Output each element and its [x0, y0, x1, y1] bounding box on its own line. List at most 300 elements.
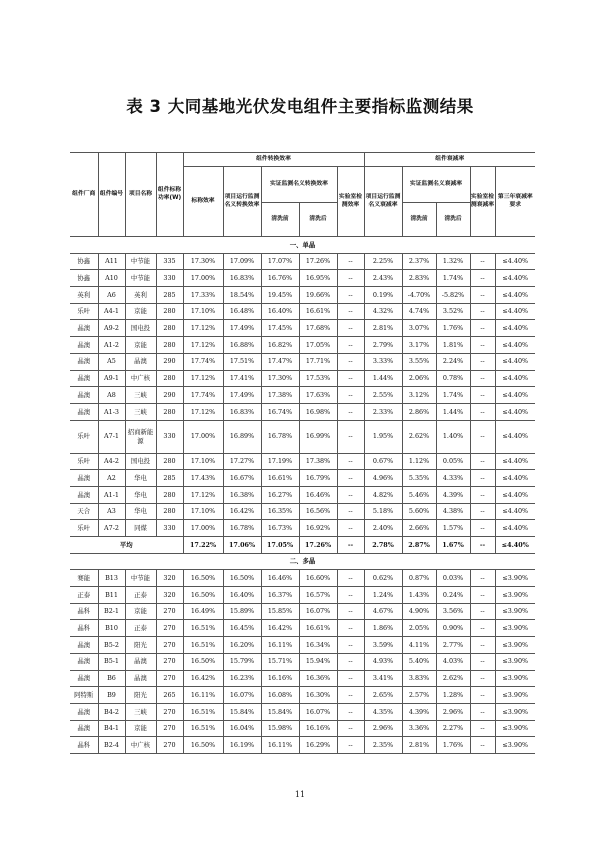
table-cell: 320 [156, 587, 183, 604]
table-cell: 华电 [125, 470, 156, 487]
header-third-year: 第三年衰减率要求 [495, 167, 535, 237]
table-cell: 2.62% [402, 420, 436, 453]
table-cell: -- [337, 270, 364, 287]
table-cell: 3.41% [364, 670, 402, 687]
table-cell: 1.32% [436, 253, 470, 270]
table-cell: 5.40% [402, 653, 436, 670]
average-row [70, 537, 535, 554]
table-cell: ≤4.40% [495, 387, 535, 404]
table-cell: 16.57% [299, 587, 337, 604]
table-cell: 16.46% [261, 570, 299, 587]
table-cell: 17.51% [223, 353, 261, 370]
table-cell: 1.86% [364, 620, 402, 637]
table-cell: 16.34% [299, 637, 337, 654]
table-cell: -- [470, 253, 495, 270]
table-row [70, 320, 535, 337]
table-cell: 16.61% [261, 470, 299, 487]
table-cell: ≤3.90% [495, 620, 535, 637]
table-cell: ≤3.90% [495, 687, 535, 704]
table-cell: 华电 [125, 503, 156, 520]
table-cell: 2.81% [364, 320, 402, 337]
table-cell: 1.74% [436, 387, 470, 404]
table-cell: 290 [156, 387, 183, 404]
table-cell: 三峡 [125, 387, 156, 404]
table-cell: 4.93% [364, 653, 402, 670]
page-number: 11 [294, 790, 306, 799]
table-cell: 16.42% [261, 620, 299, 637]
table-cell: 17.00% [183, 270, 223, 287]
table-cell: 16.73% [261, 520, 299, 537]
table-cell: 280 [156, 503, 183, 520]
table-cell: 280 [156, 486, 183, 503]
table-cell: -- [337, 353, 364, 370]
table-cell: 16.50% [223, 570, 261, 587]
table-cell: 京能 [125, 303, 156, 320]
section-label: 二、多晶 [70, 553, 535, 570]
table-row [70, 403, 535, 420]
header-run-decay: 项目运行监测名义衰减率 [364, 167, 402, 237]
section-row [70, 237, 535, 254]
table-cell: 16.42% [183, 670, 223, 687]
table-cell: 16.07% [223, 687, 261, 704]
table-cell: 2.77% [436, 637, 470, 654]
table-row [70, 453, 535, 470]
table-cell: 16.04% [223, 720, 261, 737]
table-cell: 15.94% [299, 653, 337, 670]
table-cell: 晶科 [70, 620, 98, 637]
table-row [70, 570, 535, 587]
average-cell: 2.78% [364, 537, 402, 554]
table-cell: 16.20% [223, 637, 261, 654]
table-cell: 阳光 [125, 687, 156, 704]
average-cell: -- [337, 537, 364, 554]
table-row [70, 520, 535, 537]
table-cell: -- [470, 370, 495, 387]
table-cell: -4.70% [402, 287, 436, 304]
table-cell: ≤3.90% [495, 720, 535, 737]
table-cell: 16.37% [261, 587, 299, 604]
table-cell: 280 [156, 337, 183, 354]
table-cell: 招商新能源 [125, 420, 156, 453]
table-cell: -- [470, 670, 495, 687]
table-row [70, 587, 535, 604]
table-cell: 华电 [125, 486, 156, 503]
table-cell: 中广核 [125, 737, 156, 754]
table-cell: -- [470, 737, 495, 754]
table-cell: 16.51% [183, 703, 223, 720]
table-cell: 18.54% [223, 287, 261, 304]
table-cell: 16.83% [223, 270, 261, 287]
table-cell: A1-2 [98, 337, 125, 354]
table-cell: ≤4.40% [495, 470, 535, 487]
table-cell: 16.98% [299, 403, 337, 420]
table-cell: -- [337, 653, 364, 670]
table-cell: A5 [98, 353, 125, 370]
table-cell: ≤3.90% [495, 653, 535, 670]
table-cell: 晶澳 [70, 486, 98, 503]
table-cell: A4-1 [98, 303, 125, 320]
table-cell: 2.66% [402, 520, 436, 537]
table-cell: 3.12% [402, 387, 436, 404]
table-cell: B13 [98, 570, 125, 587]
table-cell: A1-1 [98, 486, 125, 503]
header-lab-eff: 实验室检测效率 [337, 167, 364, 237]
table-cell: 阳光 [125, 637, 156, 654]
table-cell: 16.56% [299, 503, 337, 520]
table-cell: 2.83% [402, 270, 436, 287]
table-cell: 2.86% [402, 403, 436, 420]
table-cell: ≤4.40% [495, 320, 535, 337]
table-cell: ≤3.90% [495, 587, 535, 604]
table-cell: 280 [156, 403, 183, 420]
table-cell: 16.50% [183, 587, 223, 604]
table-cell: 2.37% [402, 253, 436, 270]
table-row [70, 670, 535, 687]
table-cell: ≤4.40% [495, 303, 535, 320]
table-cell: 17.49% [223, 320, 261, 337]
table-row [70, 470, 535, 487]
table-row [70, 603, 535, 620]
table-cell: -5.82% [436, 287, 470, 304]
table-cell: 英利 [125, 287, 156, 304]
table-cell: A11 [98, 253, 125, 270]
table-cell: 17.30% [183, 253, 223, 270]
header-empirical-group: 实证监测名义转换效率 [261, 167, 337, 203]
table-cell: 16.76% [261, 270, 299, 287]
table-cell: ≤3.90% [495, 570, 535, 587]
table-cell: 3.52% [436, 303, 470, 320]
table-cell: B4-2 [98, 703, 125, 720]
table-cell: ≤3.90% [495, 737, 535, 754]
section-row [70, 553, 535, 570]
table-cell: 国电投 [125, 320, 156, 337]
table-cell: 15.98% [261, 720, 299, 737]
table-cell: 2.25% [364, 253, 402, 270]
table-cell: 16.67% [223, 470, 261, 487]
table-cell: ≤4.40% [495, 486, 535, 503]
table-cell: 晶澳 [70, 703, 98, 720]
table-cell: 1.43% [402, 587, 436, 604]
table-cell: 5.46% [402, 486, 436, 503]
section-label: 一、单晶 [70, 237, 535, 254]
table-row [70, 370, 535, 387]
table-cell: 16.07% [299, 603, 337, 620]
table-cell: A6 [98, 287, 125, 304]
table-cell: 330 [156, 270, 183, 287]
table-cell: 285 [156, 470, 183, 487]
table-cell: 晶澳 [70, 370, 98, 387]
table-cell: 1.44% [364, 370, 402, 387]
table-cell: -- [337, 403, 364, 420]
table-cell: 晶澳 [70, 337, 98, 354]
table-row [70, 353, 535, 370]
table-cell: 16.78% [223, 520, 261, 537]
table-cell: 15.84% [223, 703, 261, 720]
table-cell: 16.30% [299, 687, 337, 704]
table-cell: 4.67% [364, 603, 402, 620]
table-title: 表 3 大同基地光伏发电组件主要指标监测结果 [126, 97, 474, 116]
header-manufacturer: 组件厂商 [70, 153, 98, 237]
header-nominal-eff: 标称效率 [183, 167, 223, 237]
table-cell: 中广核 [125, 370, 156, 387]
table-cell: ≤3.90% [495, 703, 535, 720]
table-cell: 4.03% [436, 653, 470, 670]
table-cell: 晶科 [70, 603, 98, 620]
table-cell: 16.46% [299, 486, 337, 503]
table-cell: -- [470, 637, 495, 654]
table-cell: 15.79% [223, 653, 261, 670]
table-cell: 16.83% [223, 403, 261, 420]
table-cell: 16.19% [223, 737, 261, 754]
table-cell: -- [337, 253, 364, 270]
table-cell: 晶澳 [125, 353, 156, 370]
table-cell: 4.32% [364, 303, 402, 320]
table-cell: 17.68% [299, 320, 337, 337]
table-cell: 0.87% [402, 570, 436, 587]
table-cell: 1.95% [364, 420, 402, 453]
table-cell: 16.51% [183, 720, 223, 737]
table-cell: 270 [156, 637, 183, 654]
header-code: 组件编号 [98, 153, 125, 237]
table-cell: B10 [98, 620, 125, 637]
table-cell: 280 [156, 370, 183, 387]
table-cell: 16.38% [223, 486, 261, 503]
average-label: 平均 [70, 537, 183, 554]
table-cell: 17.10% [183, 503, 223, 520]
table-cell: 17.38% [299, 453, 337, 470]
table-cell: 3.17% [402, 337, 436, 354]
average-cell: 17.26% [299, 537, 337, 554]
table-row [70, 637, 535, 654]
table-cell: 2.62% [436, 670, 470, 687]
table-cell: 正泰 [70, 587, 98, 604]
table-cell: B2-1 [98, 603, 125, 620]
table-cell: 3.56% [436, 603, 470, 620]
table-cell: 1.81% [436, 337, 470, 354]
table-cell: 正泰 [125, 620, 156, 637]
table-cell: 335 [156, 253, 183, 270]
table-cell: 协鑫 [70, 253, 98, 270]
table-cell: 280 [156, 453, 183, 470]
table-cell: -- [470, 720, 495, 737]
table-cell: 2.27% [436, 720, 470, 737]
table-cell: 17.53% [299, 370, 337, 387]
table-cell: 16.11% [261, 737, 299, 754]
table-cell: 16.40% [223, 587, 261, 604]
table-row [70, 653, 535, 670]
table-row [70, 486, 535, 503]
table-cell: 5.60% [402, 503, 436, 520]
table-cell: 17.12% [183, 337, 223, 354]
table-cell: 1.74% [436, 270, 470, 287]
average-cell: ≤4.40% [495, 537, 535, 554]
table-cell: B5-2 [98, 637, 125, 654]
table-cell: 2.05% [402, 620, 436, 637]
table-cell: 265 [156, 687, 183, 704]
table-cell: -- [337, 570, 364, 587]
table-cell: 1.76% [436, 320, 470, 337]
table-cell: -- [337, 620, 364, 637]
table-cell: -- [470, 287, 495, 304]
average-cell: 2.87% [402, 537, 436, 554]
table-cell: 4.11% [402, 637, 436, 654]
table-cell: -- [337, 387, 364, 404]
table-cell: -- [337, 470, 364, 487]
table-cell: -- [337, 287, 364, 304]
table-cell: 2.24% [436, 353, 470, 370]
table-cell: 19.45% [261, 287, 299, 304]
table-cell: 4.82% [364, 486, 402, 503]
table-cell: 17.47% [261, 353, 299, 370]
table-cell: 17.05% [299, 337, 337, 354]
table-cell: ≤4.40% [495, 253, 535, 270]
table-cell: 270 [156, 653, 183, 670]
table-cell: 16.08% [261, 687, 299, 704]
table-cell: -- [337, 320, 364, 337]
table-cell: 270 [156, 670, 183, 687]
header-nominal-power: 组件标称功率(W) [156, 153, 183, 237]
table-cell: 16.23% [223, 670, 261, 687]
header-emp-decay-group: 实证监测名义衰减率 [402, 167, 470, 203]
table-cell: 0.19% [364, 287, 402, 304]
table-cell: 京能 [125, 720, 156, 737]
header-clean-before: 清洗前 [261, 203, 299, 237]
table-cell: 2.35% [364, 737, 402, 754]
table-cell: 17.74% [183, 387, 223, 404]
table-cell: 2.96% [364, 720, 402, 737]
average-cell: 17.05% [261, 537, 299, 554]
table-cell: 晶澳 [70, 403, 98, 420]
table-cell: 2.96% [436, 703, 470, 720]
table-row [70, 337, 535, 354]
table-cell: 晶澳 [125, 653, 156, 670]
table-cell: 乐叶 [70, 520, 98, 537]
table-cell: 330 [156, 520, 183, 537]
table-cell: 17.27% [223, 453, 261, 470]
table-cell: 16.29% [299, 737, 337, 754]
table-cell: 16.89% [223, 420, 261, 453]
header-project: 项目名称 [125, 153, 156, 237]
table-cell: -- [470, 303, 495, 320]
table-cell: 17.43% [183, 470, 223, 487]
table-cell: 16.51% [183, 637, 223, 654]
table-cell: 16.45% [223, 620, 261, 637]
header-lab-decay: 实验室检测衰减率 [470, 167, 495, 237]
table-cell: ≤4.40% [495, 420, 535, 453]
table-cell: 16.36% [299, 670, 337, 687]
table-cell: 0.78% [436, 370, 470, 387]
table-cell: 中节能 [125, 570, 156, 587]
table-cell: 4.38% [436, 503, 470, 520]
table-cell: 270 [156, 620, 183, 637]
table-cell: 270 [156, 720, 183, 737]
table-cell: ≤4.40% [495, 503, 535, 520]
table-cell: -- [470, 587, 495, 604]
table-cell: -- [337, 703, 364, 720]
table-cell: -- [337, 520, 364, 537]
table-cell: 16.16% [299, 720, 337, 737]
table-cell: 330 [156, 420, 183, 453]
table-cell: 3.83% [402, 670, 436, 687]
monitoring-results-table [70, 152, 535, 754]
table-cell: 4.35% [364, 703, 402, 720]
table-cell: 16.78% [261, 420, 299, 453]
table-row [70, 270, 535, 287]
table-cell: A8 [98, 387, 125, 404]
table-cell: -- [337, 503, 364, 520]
table-cell: 4.39% [402, 703, 436, 720]
table-cell: -- [337, 587, 364, 604]
table-cell: 4.96% [364, 470, 402, 487]
table-cell: A4-2 [98, 453, 125, 470]
average-cell: 1.67% [436, 537, 470, 554]
table-cell: -- [470, 403, 495, 420]
table-cell: 16.35% [261, 503, 299, 520]
table-cell: -- [337, 303, 364, 320]
table-cell: 16.50% [183, 570, 223, 587]
table-cell: 17.00% [183, 420, 223, 453]
table-cell: -- [470, 520, 495, 537]
table-cell: 英利 [70, 287, 98, 304]
table-cell: 16.60% [299, 570, 337, 587]
table-cell: 赛能 [70, 570, 98, 587]
table-cell: -- [470, 503, 495, 520]
table-cell: 3.59% [364, 637, 402, 654]
table-cell: B4-1 [98, 720, 125, 737]
table-cell: 16.95% [299, 270, 337, 287]
table-cell: 晶澳 [70, 653, 98, 670]
table-cell: -- [470, 570, 495, 587]
table-cell: 晶澳 [70, 320, 98, 337]
table-cell: A7-1 [98, 420, 125, 453]
table-cell: 1.40% [436, 420, 470, 453]
table-cell: 16.82% [261, 337, 299, 354]
table-cell: 320 [156, 570, 183, 587]
table-cell: 2.55% [364, 387, 402, 404]
table-cell: ≤3.90% [495, 670, 535, 687]
table-cell: 京能 [125, 337, 156, 354]
table-cell: -- [470, 470, 495, 487]
table-cell: A7-2 [98, 520, 125, 537]
table-cell: -- [470, 453, 495, 470]
table-cell: 16.50% [183, 737, 223, 754]
table-cell: B5-1 [98, 653, 125, 670]
table-cell: B6 [98, 670, 125, 687]
table-cell: A2 [98, 470, 125, 487]
table-cell: -- [337, 637, 364, 654]
table-cell: 4.33% [436, 470, 470, 487]
table-cell: 16.99% [299, 420, 337, 453]
table-cell: 晶澳 [70, 387, 98, 404]
table-cell: 17.10% [183, 303, 223, 320]
table-cell: -- [470, 320, 495, 337]
table-cell: 15.89% [223, 603, 261, 620]
table-cell: -- [470, 387, 495, 404]
table-cell: 15.85% [261, 603, 299, 620]
table-cell: B9 [98, 687, 125, 704]
table-cell: 晶澳 [70, 720, 98, 737]
table-cell: 16.16% [261, 670, 299, 687]
average-cell: -- [470, 537, 495, 554]
table-cell: -- [337, 420, 364, 453]
table-cell: 17.38% [261, 387, 299, 404]
table-cell: 3.36% [402, 720, 436, 737]
table-cell: 1.76% [436, 737, 470, 754]
header-project-run: 项目运行监测名义转换效率 [223, 167, 261, 237]
table-cell: 17.00% [183, 520, 223, 537]
table-cell: 2.33% [364, 403, 402, 420]
table-cell: B2-4 [98, 737, 125, 754]
